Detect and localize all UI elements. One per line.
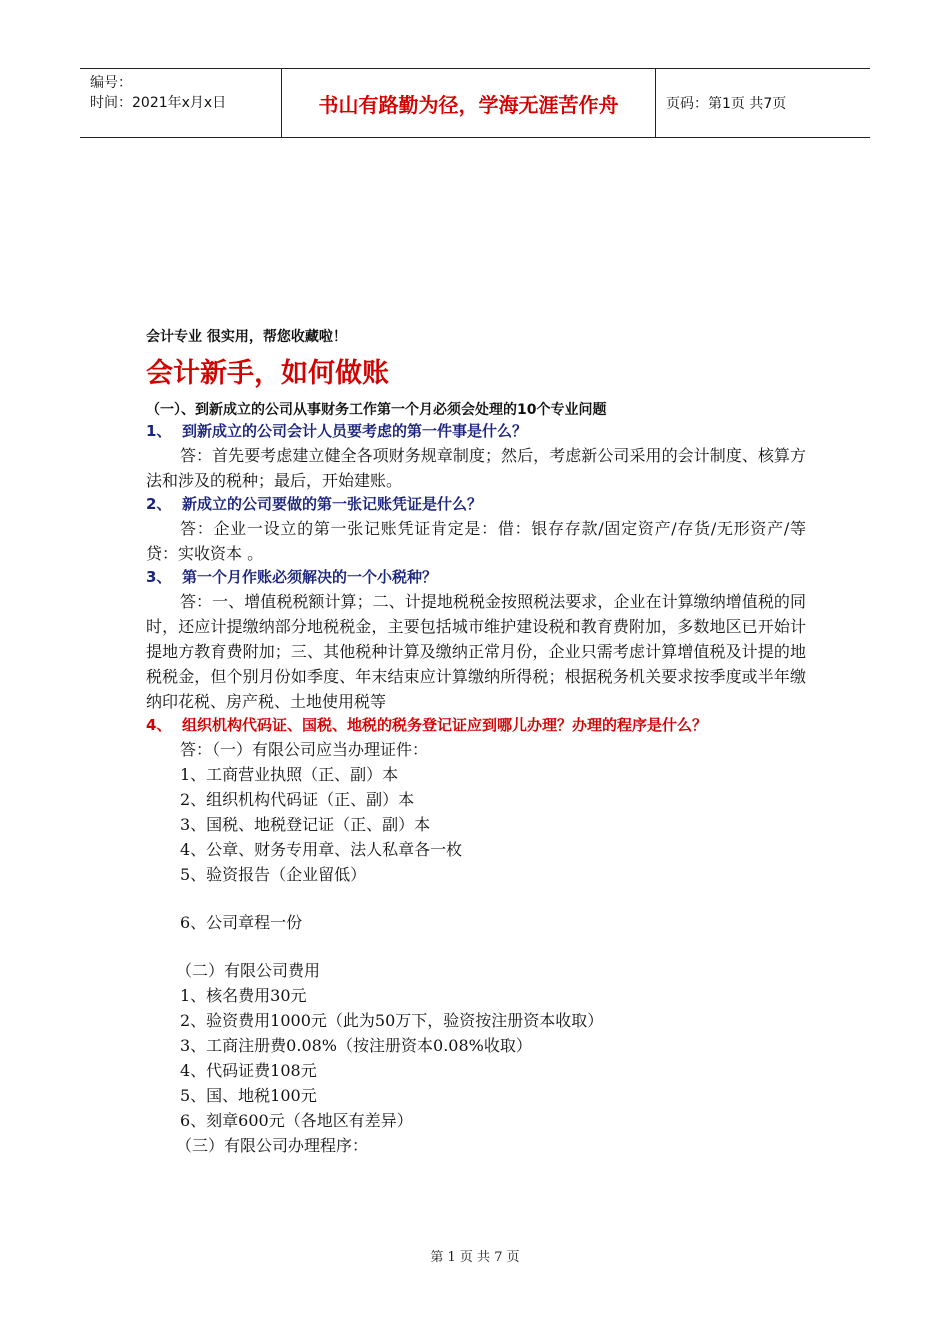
fee-item: 3、工商注册费0.08%（按注册资本0.08%收取）: [180, 1036, 532, 1055]
question-number: 1、: [146, 422, 172, 440]
question-3: [146, 566, 806, 589]
header-motto: 书山有路勤为径，学海无涯苦作舟: [282, 69, 656, 137]
number-label: 编号：: [90, 75, 132, 91]
question-1: [146, 420, 806, 443]
header-page-info: 页码：第1页 共7页: [666, 96, 787, 112]
answer-3: 答：一、增值税税额计算；二、计提地税税金按照税法要求，企业在计算缴纳增值税的同时，还应计提缴纳部分地税税金，主要包括城市维护建设税和教育费附加，多数地区已开始计提地方教育费附加；三、其他税种计算及缴纳正常月份，企业只需考虑计算增值税及计提的地税税金，但个别月份如季度、年末结束应计算缴纳所得税；根据税务机关要求按季度或半年缴纳印花税、房产税、土地使用税等: [146, 592, 806, 711]
question-text: 新成立的公司要做的第一张记账凭证是什么？: [182, 495, 483, 513]
doc-item: 4、公章、财务专用章、法人私章各一枚: [180, 840, 463, 859]
fee-item: 6、刻章600元（各地区有差异）: [180, 1111, 413, 1130]
doc-item: 5、验资报告（企业留低）: [180, 865, 367, 884]
question-number: 2、: [146, 495, 172, 513]
spacer: [146, 935, 806, 958]
page-header: [80, 68, 870, 138]
spacer: [146, 887, 806, 910]
fee-item: 2、验资费用1000元（此为50万下，验资按注册资本收取）: [180, 1011, 604, 1030]
section-heading: （一）、到新成立的公司从事财务工作第一个月必须会处理的10个专业问题: [146, 402, 607, 418]
question-4: [146, 714, 806, 737]
fees-heading: （二）有限公司费用: [176, 961, 321, 980]
doc-item: 6、公司章程一份: [180, 913, 303, 932]
answer-1: 答：首先要考虑建立健全各项财务规章制度；然后，考虑新公司采用的会计制度、核算方法和涉及的税种；最后，开始建账。: [146, 446, 806, 490]
fee-item: 5、国、地税100元: [180, 1086, 317, 1105]
fee-item: 1、核名费用30元: [180, 986, 307, 1005]
fee-item: 4、代码证费108元: [180, 1061, 317, 1080]
question-2: [146, 493, 806, 516]
question-text: 第一个月作账必须解决的一个小税种？: [182, 568, 438, 586]
question-number: 3、: [146, 568, 172, 586]
doc-item: 2、组织机构代码证（正、副）本: [180, 790, 415, 809]
doc-item: 1、工商营业执照（正、副）本: [180, 765, 399, 784]
page-footer: 第 1 页 共 7 页: [430, 1250, 520, 1265]
header-meta: [80, 69, 282, 137]
question-number: 4、: [146, 716, 172, 734]
doc-item: 3、国税、地税登记证（正、副）本: [180, 815, 431, 834]
intro-note: 会计专业 很实用，帮您收藏啦！: [146, 329, 347, 345]
document-body: [146, 326, 806, 1158]
document-title: 会计新手，如何做账: [146, 358, 389, 389]
answer-2: 答：企业一设立的第一张记账凭证肯定是：借：银存存款/固定资产/存货/无形资产/等 贷：实收资本 。: [146, 519, 806, 563]
time-label: 时间：2021年x月x日: [90, 95, 227, 111]
answer-4-intro: 答：（一）有限公司应当办理证件：: [180, 740, 429, 759]
question-text: 组织机构代码证、国税、地税的税务登记证应到哪儿办理？办理的程序是什么？: [182, 716, 708, 734]
question-text: 到新成立的公司会计人员要考虑的第一件事是什么？: [182, 422, 528, 440]
process-heading: （三）有限公司办理程序：: [176, 1136, 369, 1155]
